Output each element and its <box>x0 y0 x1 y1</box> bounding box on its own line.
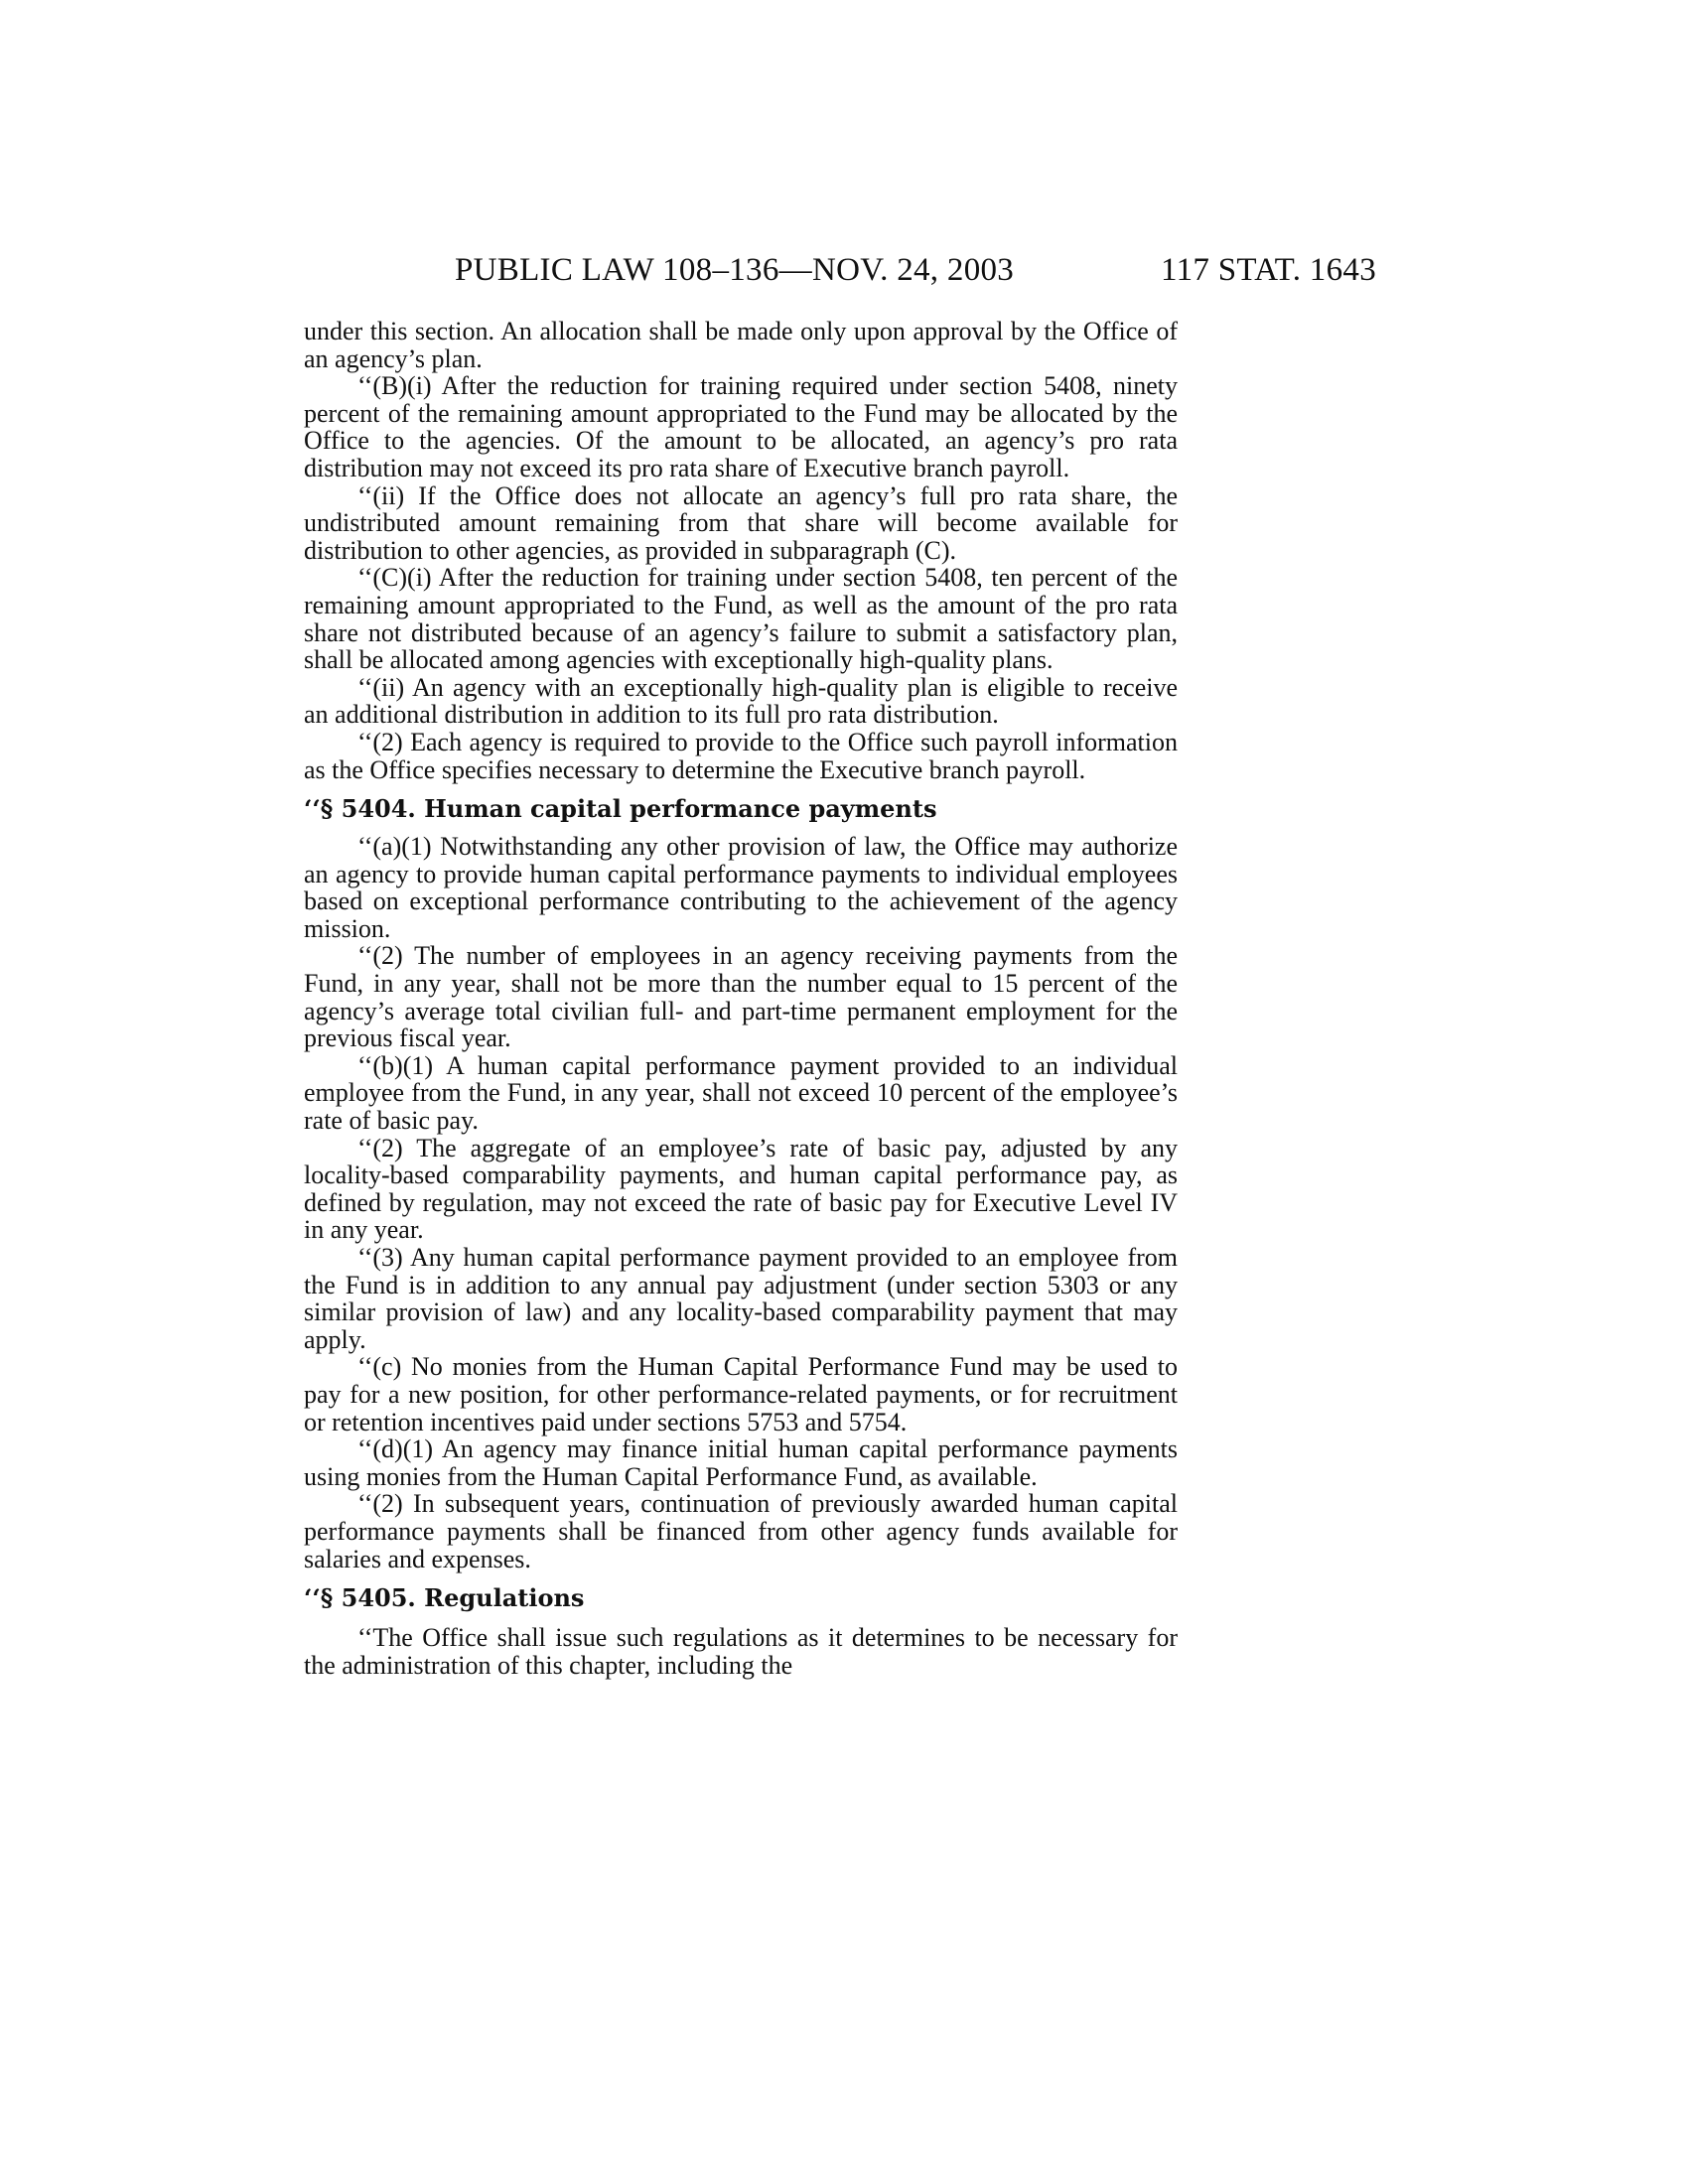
paragraph-b-3: ‘‘(3) Any human capital performance payment provided to an employee from the Fund is in addition to any annual pay adjustment (under section 5303 or any similar provision of law) and any locality-based comparability payment that may apply. <box>304 1243 1178 1354</box>
page-header <box>455 250 1376 290</box>
running-head-title: PUBLIC LAW 108–136—NOV. 24, 2003 <box>455 252 1015 288</box>
statute-text <box>304 318 1178 1679</box>
section-heading-5405: ‘‘§ 5405. Regulations <box>304 1583 585 1613</box>
paragraph-regulations: ‘‘The Office shall issue such regulations as it determines to be necessary for the administration of this chapter, including the <box>304 1623 1178 1680</box>
paragraph-c: ‘‘(c) No monies from the Human Capital Performance Fund may be used to pay for a new position, for other performance-related payments, or for recruitment or retention incentives paid under sections 5753 and 5754. <box>304 1352 1178 1436</box>
paragraph-d-1: ‘‘(d)(1) An agency may finance initial human capital performance payments using monies from the Human Capital Performance Fund, as available. <box>304 1434 1178 1491</box>
paragraph-b-ii: ‘‘(ii) If the Office does not allocate an agency’s full pro rata share, the undistributed amount remaining from that share will become available for distribution to other agencies, as provided in subparagraph (C). <box>304 480 1178 565</box>
paragraph-continuation: under this section. An allocation shall be made only upon approval by the Office of an agency’s plan. <box>304 317 1178 373</box>
paragraph-c-i: ‘‘(C)(i) After the reduction for training under section 5408, ten percent of the remaining amount appropriated to the Fund, as well as the amount of the pro rata share not distributed because of an agency’s failure to submit a satisfactory plan, shall be allocated among agencies with exceptionally high-quality plans. <box>304 563 1178 675</box>
section-heading-5404: ‘‘§ 5404. Human capital performance payments <box>304 794 937 824</box>
paragraph-b-i: ‘‘(B)(i) After the reduction for training required under section 5408, ninety percent of the remaining amount appropriated to the Fund may be allocated by the Office to the agencies. Of the amount to be allocated, an agency’s pro rata distribution may not exceed its pro rata share of Executive branch payroll. <box>304 371 1178 482</box>
paragraph-2-payroll: ‘‘(2) Each agency is required to provide to the Office such payroll information as the Office specifies necessary to determine the Executive branch payroll. <box>304 727 1178 784</box>
paragraph-b-1: ‘‘(b)(1) A human capital performance payment provided to an individual employee from the Fund, in any year, shall not exceed 10 percent of the employee’s rate of basic pay. <box>304 1050 1178 1136</box>
statute-page-number: 117 STAT. 1643 <box>1161 252 1376 288</box>
paragraph-a-2: ‘‘(2) The number of employees in an agency receiving payments from the Fund, in any year, shall not be more than the number equal to 15 percent of the agency’s average total civilian full- and part-time permanent employment for the previous fiscal year. <box>304 941 1178 1053</box>
paragraph-a-1: ‘‘(a)(1) Notwithstanding any other provision of law, the Office may authorize an agency to provide human capital performance payments to individual employees based on exceptional performance contributing to the achievement of the agency mission. <box>304 832 1178 943</box>
paragraph-b-2: ‘‘(2) The aggregate of an employee’s rate of basic pay, adjusted by any locality-based comparability payments, and human capital performance pay, as defined by regulation, may not exceed the rate of basic pay for Executive Level IV in any year. <box>304 1133 1178 1245</box>
paragraph-d-2: ‘‘(2) In subsequent years, continuation of previously awarded human capital performance payments shall be financed from other agency funds available for salaries and expenses. <box>304 1489 1178 1573</box>
paragraph-c-ii: ‘‘(ii) An agency with an exceptionally high-quality plan is eligible to receive an additional distribution in addition to its full pro rata distribution. <box>304 672 1178 730</box>
